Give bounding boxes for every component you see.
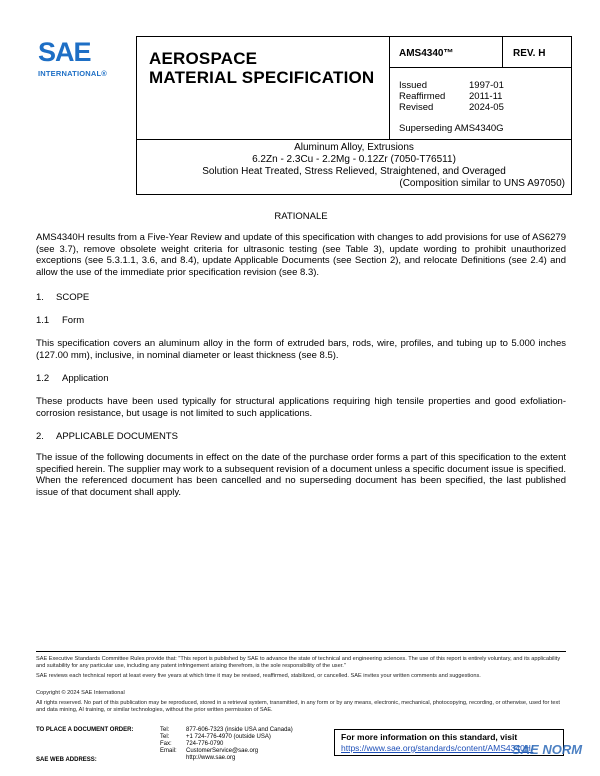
- subject-line-2: 6.2Zn - 2.3Cu - 2.2Mg - 0.12Zr (7050-T76511): [252, 154, 456, 165]
- document-header: [136, 36, 572, 140]
- customer-service-email[interactable]: CustomerService@sae.org: [186, 748, 259, 754]
- sae-website-link[interactable]: http://www.sae.org: [186, 755, 236, 761]
- subject-line-1: Aluminum Alloy, Extrusions: [294, 142, 414, 153]
- logo-wordmark: SAE: [38, 37, 91, 67]
- section-1-2-number: 1.2: [36, 373, 50, 384]
- section-1-heading: SCOPE: [56, 292, 90, 303]
- section-2-number: 2.: [36, 431, 44, 442]
- section-1-number: 1.: [36, 292, 44, 303]
- section-1-1-heading: Form: [62, 315, 85, 326]
- revision-label: REV. H: [513, 48, 546, 59]
- footer-review-note: SAE reviews each technical report at least every five years at which time it may be revised, reaffirmed, stabilized, or cancelled. SAE invites your written comments and suggestions.: [36, 673, 481, 679]
- footer-divider: [36, 651, 566, 652]
- subject-line-4: (Composition similar to UNS A97050): [399, 178, 565, 189]
- standard-url-link[interactable]: https://www.sae.org/standards/content/AMS4340H/: [341, 743, 534, 753]
- document-type-title: AEROSPACE MATERIAL SPECIFICATION: [149, 49, 375, 87]
- subject-line-3: Solution Heat Treated, Stress Relieved, Straightened, and Overaged: [202, 166, 506, 177]
- watermark-logo: SAE NORM: [512, 742, 583, 757]
- application-text: These products have been used typically for structural applications requiring high tensile properties and good exfoliation-corrosion resistance, but usage is not limited to such applications.: [36, 396, 566, 419]
- contact-types: Tel: Tel: Fax: Email:: [160, 727, 177, 754]
- sae-logo: [38, 38, 118, 78]
- web-address-label: SAE WEB ADDRESS:: [36, 757, 97, 763]
- more-info-text: For more information on this standard, visit: [341, 732, 518, 742]
- rationale-heading: RATIONALE: [274, 211, 328, 222]
- document-number: AMS4340™: [399, 48, 454, 59]
- footer-copyright: Copyright © 2024 SAE International: [36, 690, 125, 696]
- logo-tagline: INTERNATIONAL®: [38, 69, 108, 78]
- order-label: TO PLACE A DOCUMENT ORDER:: [36, 727, 134, 733]
- form-text: This specification covers an aluminum alloy in the form of extruded bars, rods, wire, profiles, and tubing up to 5.000 inches (127.00 mm), inclusive, in nominal diameter or least thickness (see 8.5).: [36, 338, 566, 361]
- applicable-text: The issue of the following documents in effect on the date of the purchase order forms a part of this specification to the extent specified herein. The supplier may work to a subsequent revision of a document unless a specific document issue is specified. When the referenced document has been cancelled and no superseding document has been specified, the last published issue of that document shall apply.: [36, 452, 566, 498]
- section-2-heading: APPLICABLE DOCUMENTS: [56, 431, 178, 442]
- footer-committee-note: SAE Executive Standards Committee Rules provide that: "This report is published by SAE to advance the state of technical and engineering sciences. The use of this report is entirely voluntary, and its applicability and suitability for any particular use, including any patent infringement arising therefrom, is the sole responsibility of the user.": [36, 656, 561, 669]
- section-1-2-heading: Application: [62, 373, 109, 384]
- section-1-1-number: 1.1: [36, 315, 50, 326]
- document-dates: Issued 1997-01 Reaffirmed 2011-11 Revised 2024-05: [399, 80, 504, 113]
- superseding-note: Superseding AMS4340G: [399, 123, 504, 134]
- material-subject: [136, 138, 572, 195]
- footer-rights: All rights reserved. No part of this publication may be reproduced, stored in a retrieval system, transmitted, in any form or by any means, electronic, mechanical, photocopying, recording, or otherwise, used for text and data mining, AI training, or similar technologies, without the prior written permission of SAE.: [36, 700, 560, 713]
- rationale-text: AMS4340H results from a Five-Year Review and update of this specification with changes to add provisions for use of AS6279 (see 3.7), remove obsolete weight criteria for ultrasonic testing (see Table 3), update wording to prohibit unauthorized exceptions (see 5.3.1.1, 3.6, and 8.4), update Applicable Documents (see Section 2), and relocate Definitions (see 2.4) and allow the use of the immediate prior specification revision (see 8.3).: [36, 232, 566, 278]
- contact-values: 877-606-7323 (inside USA and Canada) +1 724-776-4970 (outside USA) 724-776-0790 CustomerService@sae.org http://www.sae.org: [186, 727, 293, 761]
